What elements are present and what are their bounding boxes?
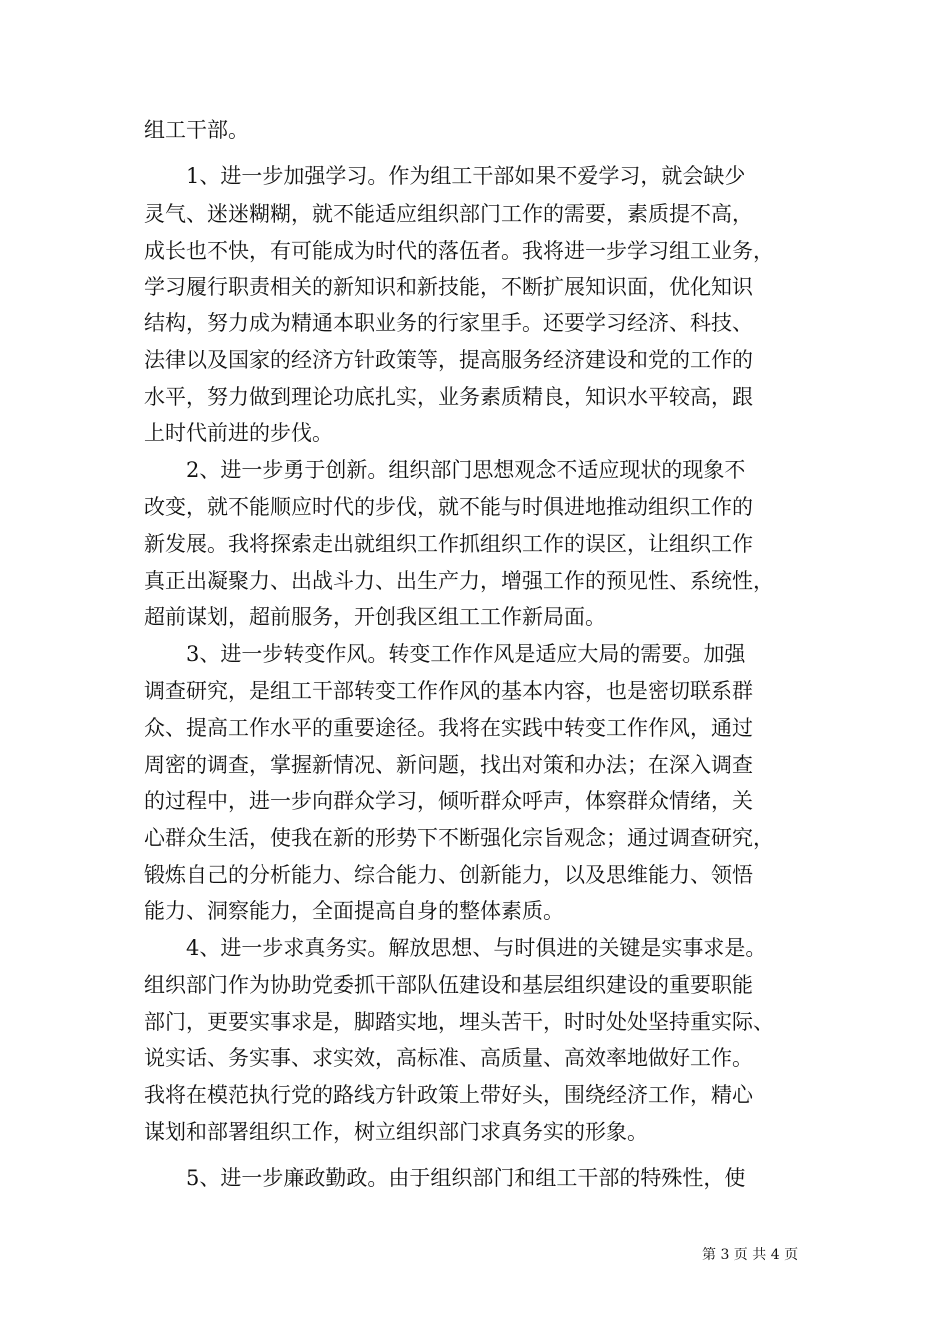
text-line: 超前谋划，超前服务，开创我区组工工作新局面。 (144, 605, 606, 629)
page-number-footer: 第 3 页 共 4 页 (702, 1247, 799, 1263)
text-line: 心群众生活，使我在新的形势下不断强化宗旨观念；通过调查研究， (144, 826, 774, 850)
text-line: 5、进一步廉政勤政。由于组织部门和组工干部的特殊性，使 (186, 1166, 746, 1190)
text-line: 3、进一步转变作风。转变工作作风是适应大局的需要。加强 (186, 642, 746, 666)
text-line: 部门，更要实事求是，脚踏实地，埋头苦干，时时处处坚持重实际、 (144, 1010, 774, 1034)
text-line: 能力、洞察能力，全面提高自身的整体素质。 (144, 899, 564, 923)
text-line: 新发展。我将探索走出就组织工作抓组织工作的误区，让组织工作 (144, 532, 753, 556)
text-line: 4、进一步求真务实。解放思想、与时俱进的关键是实事求是。 (186, 936, 767, 960)
text-line: 学习履行职责相关的新知识和新技能，不断扩展知识面，优化知识 (144, 275, 753, 299)
text-line: 谋划和部署组织工作，树立组织部门求真务实的形象。 (144, 1120, 648, 1144)
text-line: 法律以及国家的经济方针政策等，提高服务经济建设和党的工作的 (144, 348, 753, 372)
text-line: 灵气、迷迷糊糊，就不能适应组织部门工作的需要，素质提不高， (144, 202, 753, 226)
text-line: 改变，就不能顺应时代的步伐，就不能与时俱进地推动组织工作的 (144, 495, 753, 519)
text-line: 我将在模范执行党的路线方针政策上带好头，围绕经济工作，精心 (144, 1083, 753, 1107)
text-line: 结构，努力成为精通本职业务的行家里手。还要学习经济、科技、 (144, 311, 753, 335)
text-line: 成长也不快，有可能成为时代的落伍者。我将进一步学习组工业务， (144, 239, 774, 263)
text-line: 组工干部。 (144, 118, 249, 142)
text-line: 2、进一步勇于创新。组织部门思想观念不适应现状的现象不 (186, 458, 746, 482)
text-line: 1、进一步加强学习。作为组工干部如果不爱学习，就会缺少 (186, 164, 746, 188)
text-line: 上时代前进的步伐。 (144, 421, 333, 445)
text-line: 说实话、务实事、求实效，高标准、高质量、高效率地做好工作。 (144, 1046, 753, 1070)
text-line: 周密的调查，掌握新情况、新问题，找出对策和办法；在深入调查 (144, 753, 753, 777)
text-line: 水平，努力做到理论功底扎实，业务素质精良，知识水平较高，跟 (144, 385, 753, 409)
text-line: 众、提高工作水平的重要途径。我将在实践中转变工作作风，通过 (144, 716, 753, 740)
text-line: 调查研究，是组工干部转变工作作风的基本内容，也是密切联系群 (144, 679, 753, 703)
text-line: 的过程中，进一步向群众学习，倾听群众呼声，体察群众情绪，关 (144, 789, 753, 813)
text-line: 组织部门作为协助党委抓干部队伍建设和基层组织建设的重要职能 (144, 973, 753, 997)
text-line: 真正出凝聚力、出战斗力、出生产力，增强工作的预见性、系统性， (144, 569, 774, 593)
text-line: 锻炼自己的分析能力、综合能力、创新能力，以及思维能力、领悟 (144, 863, 753, 887)
